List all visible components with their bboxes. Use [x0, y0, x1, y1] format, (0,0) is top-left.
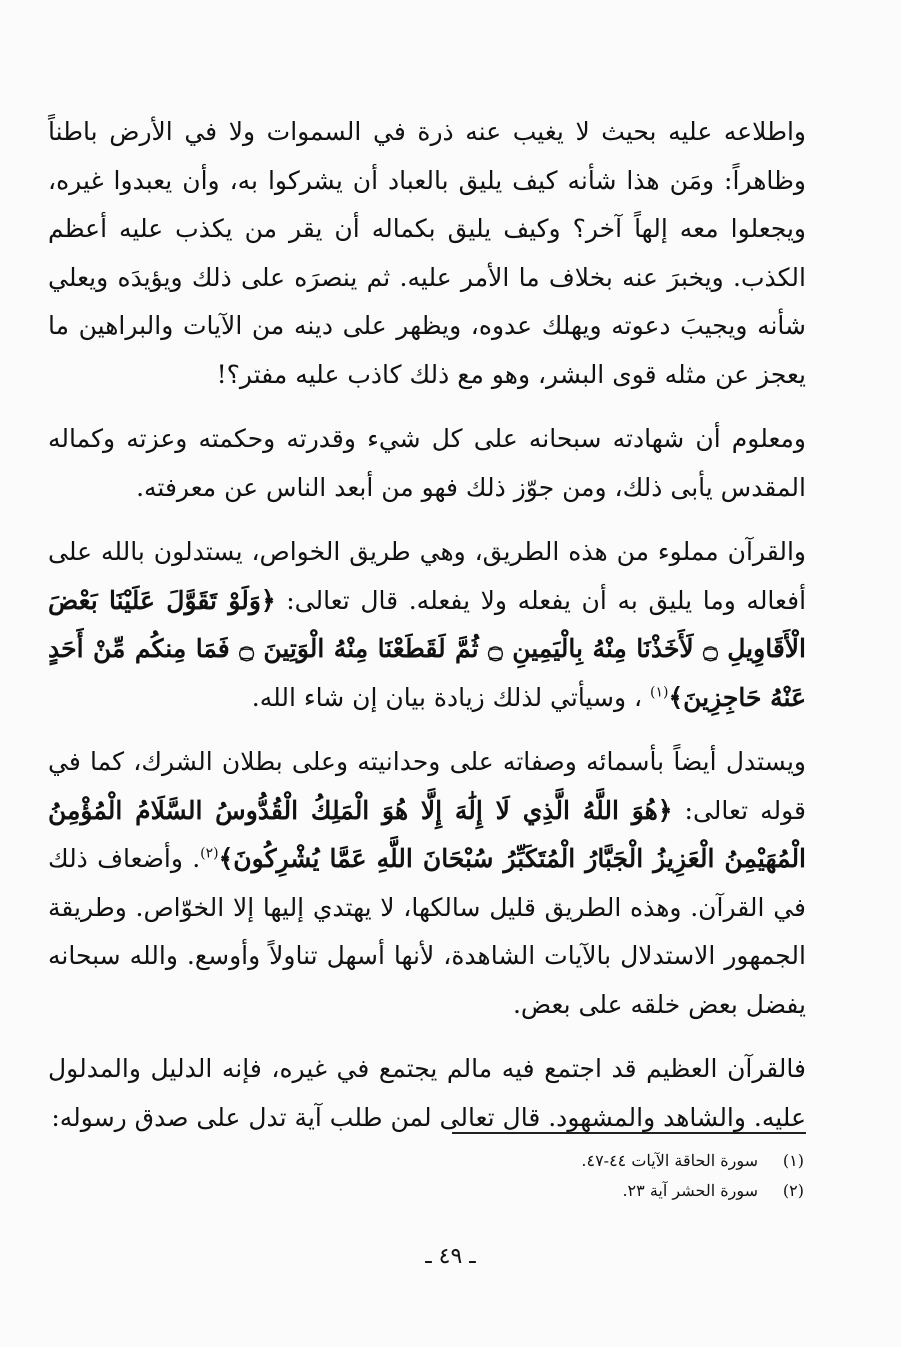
paragraph-1: واطلاعه عليه بحيث لا يغيب عنه ذرة في السموات ولا في الأرض باطناً وظاهراً: ومَن هذا شأنه كيف يليق بالعباد أن يشركوا به، وأن يعبدوا غيره، ويجعلوا معه إلهاً آخر؟ وكيف يليق بكماله أن يقر من يكذب عليه أعظم الكذب. ويخبرَ عنه بخلاف ما الأمر عليه. ثم ينصرَه على ذلك ويؤيدَه ويعلي شأنه ويجيبَ دعوته ويهلك عدوه، ويظهر على دينه من الآيات والبراهين ما يعجز عن مثله قوى البشر، وهو مع ذلك كاذب عليه مفتر؟! [48, 117, 806, 389]
footnotes [48, 1132, 806, 1206]
footnote-2 [48, 1176, 806, 1206]
footnote-1-text: سورة الحاقة الآيات ٤٤-٤٧. [581, 1151, 758, 1170]
paragraph-4-continuation: . وأضعاف ذلك في القرآن. وهذه الطريق قليل سالكها، لا يهتدي إليها إلا الخوّاص. وطريقة الجمهور الاستدلال بالآيات الشاهدة، لأنها أسهل تناولاً وأوسع. والله سبحانه يفضل بعض خلقه على بعض. [48, 844, 806, 1019]
paragraph-5: فالقرآن العظيم قد اجتمع فيه مالم يجتمع في غيره، فإنه الدليل والمدلول عليه. والشاهد والمشهود. قال تعالى لمن طلب آية تدل على صدق رسوله: [48, 1054, 806, 1132]
paragraph-3-continuation: ، وسيأتي لذلك زيادة بيان إن شاء الله. [251, 682, 643, 712]
paragraph-3 [48, 528, 806, 722]
paragraph-3-text: والقرآن مملوء من هذه الطريق، وهي طريق الخواص، يستدلون بالله على أفعاله وما يليق به أن يفعله ولا يفعله. قال تعالى: [48, 537, 807, 615]
footnote-2-text: سورة الحشر آية ٢٣. [622, 1181, 758, 1200]
footnote-ref-1: (١) [650, 684, 669, 701]
page-number: ـ ٤٩ ـ [425, 1244, 476, 1269]
paragraph-4 [48, 738, 806, 1029]
footnote-ref-2: (٢) [200, 845, 219, 862]
quran-verse-1: ﴿وَلَوْ تَقَوَّلَ عَلَيْنَا بَعْضَ الْأَقَاوِيلِ ۝ لَأَخَذْنَا مِنْهُ بِالْيَمِينِ ۝ ثُمَّ لَقَطَعْنَا مِنْهُ الْوَتِينَ ۝ فَمَا مِنكُم مِّنْ أَحَدٍ عَنْهُ حَاجِزِينَ﴾ [48, 585, 806, 712]
footnote-2-number: (٢) [782, 1181, 804, 1200]
page-body [48, 108, 806, 1158]
footnote-1 [48, 1146, 806, 1176]
footnote-1-number: (١) [782, 1151, 804, 1170]
paragraph-4-text: ويستدل أيضاً بأسمائه وصفاته على وحدانيته وعلى بطلان الشرك، كما في قوله تعالى: [48, 747, 806, 825]
paragraph-2: ومعلوم أن شهادته سبحانه على كل شيء وقدرته وحكمته وعزته وكماله المقدس يأبى ذلك، ومن جوّز ذلك فهو من أبعد الناس عن معرفته. [48, 424, 806, 502]
quran-verse-2: ﴿هُوَ اللَّهُ الَّذِي لَا إِلَٰهَ إِلَّا هُوَ الْمَلِكُ الْقُدُّوسُ السَّلَامُ الْمُؤْمِنُ الْمُهَيْمِنُ الْعَزِيزُ الْجَبَّارُ الْمُتَكَبِّرُ سُبْحَانَ اللَّهِ عَمَّا يُشْرِكُونَ﴾ [48, 795, 807, 873]
footnote-divider [452, 1132, 806, 1134]
